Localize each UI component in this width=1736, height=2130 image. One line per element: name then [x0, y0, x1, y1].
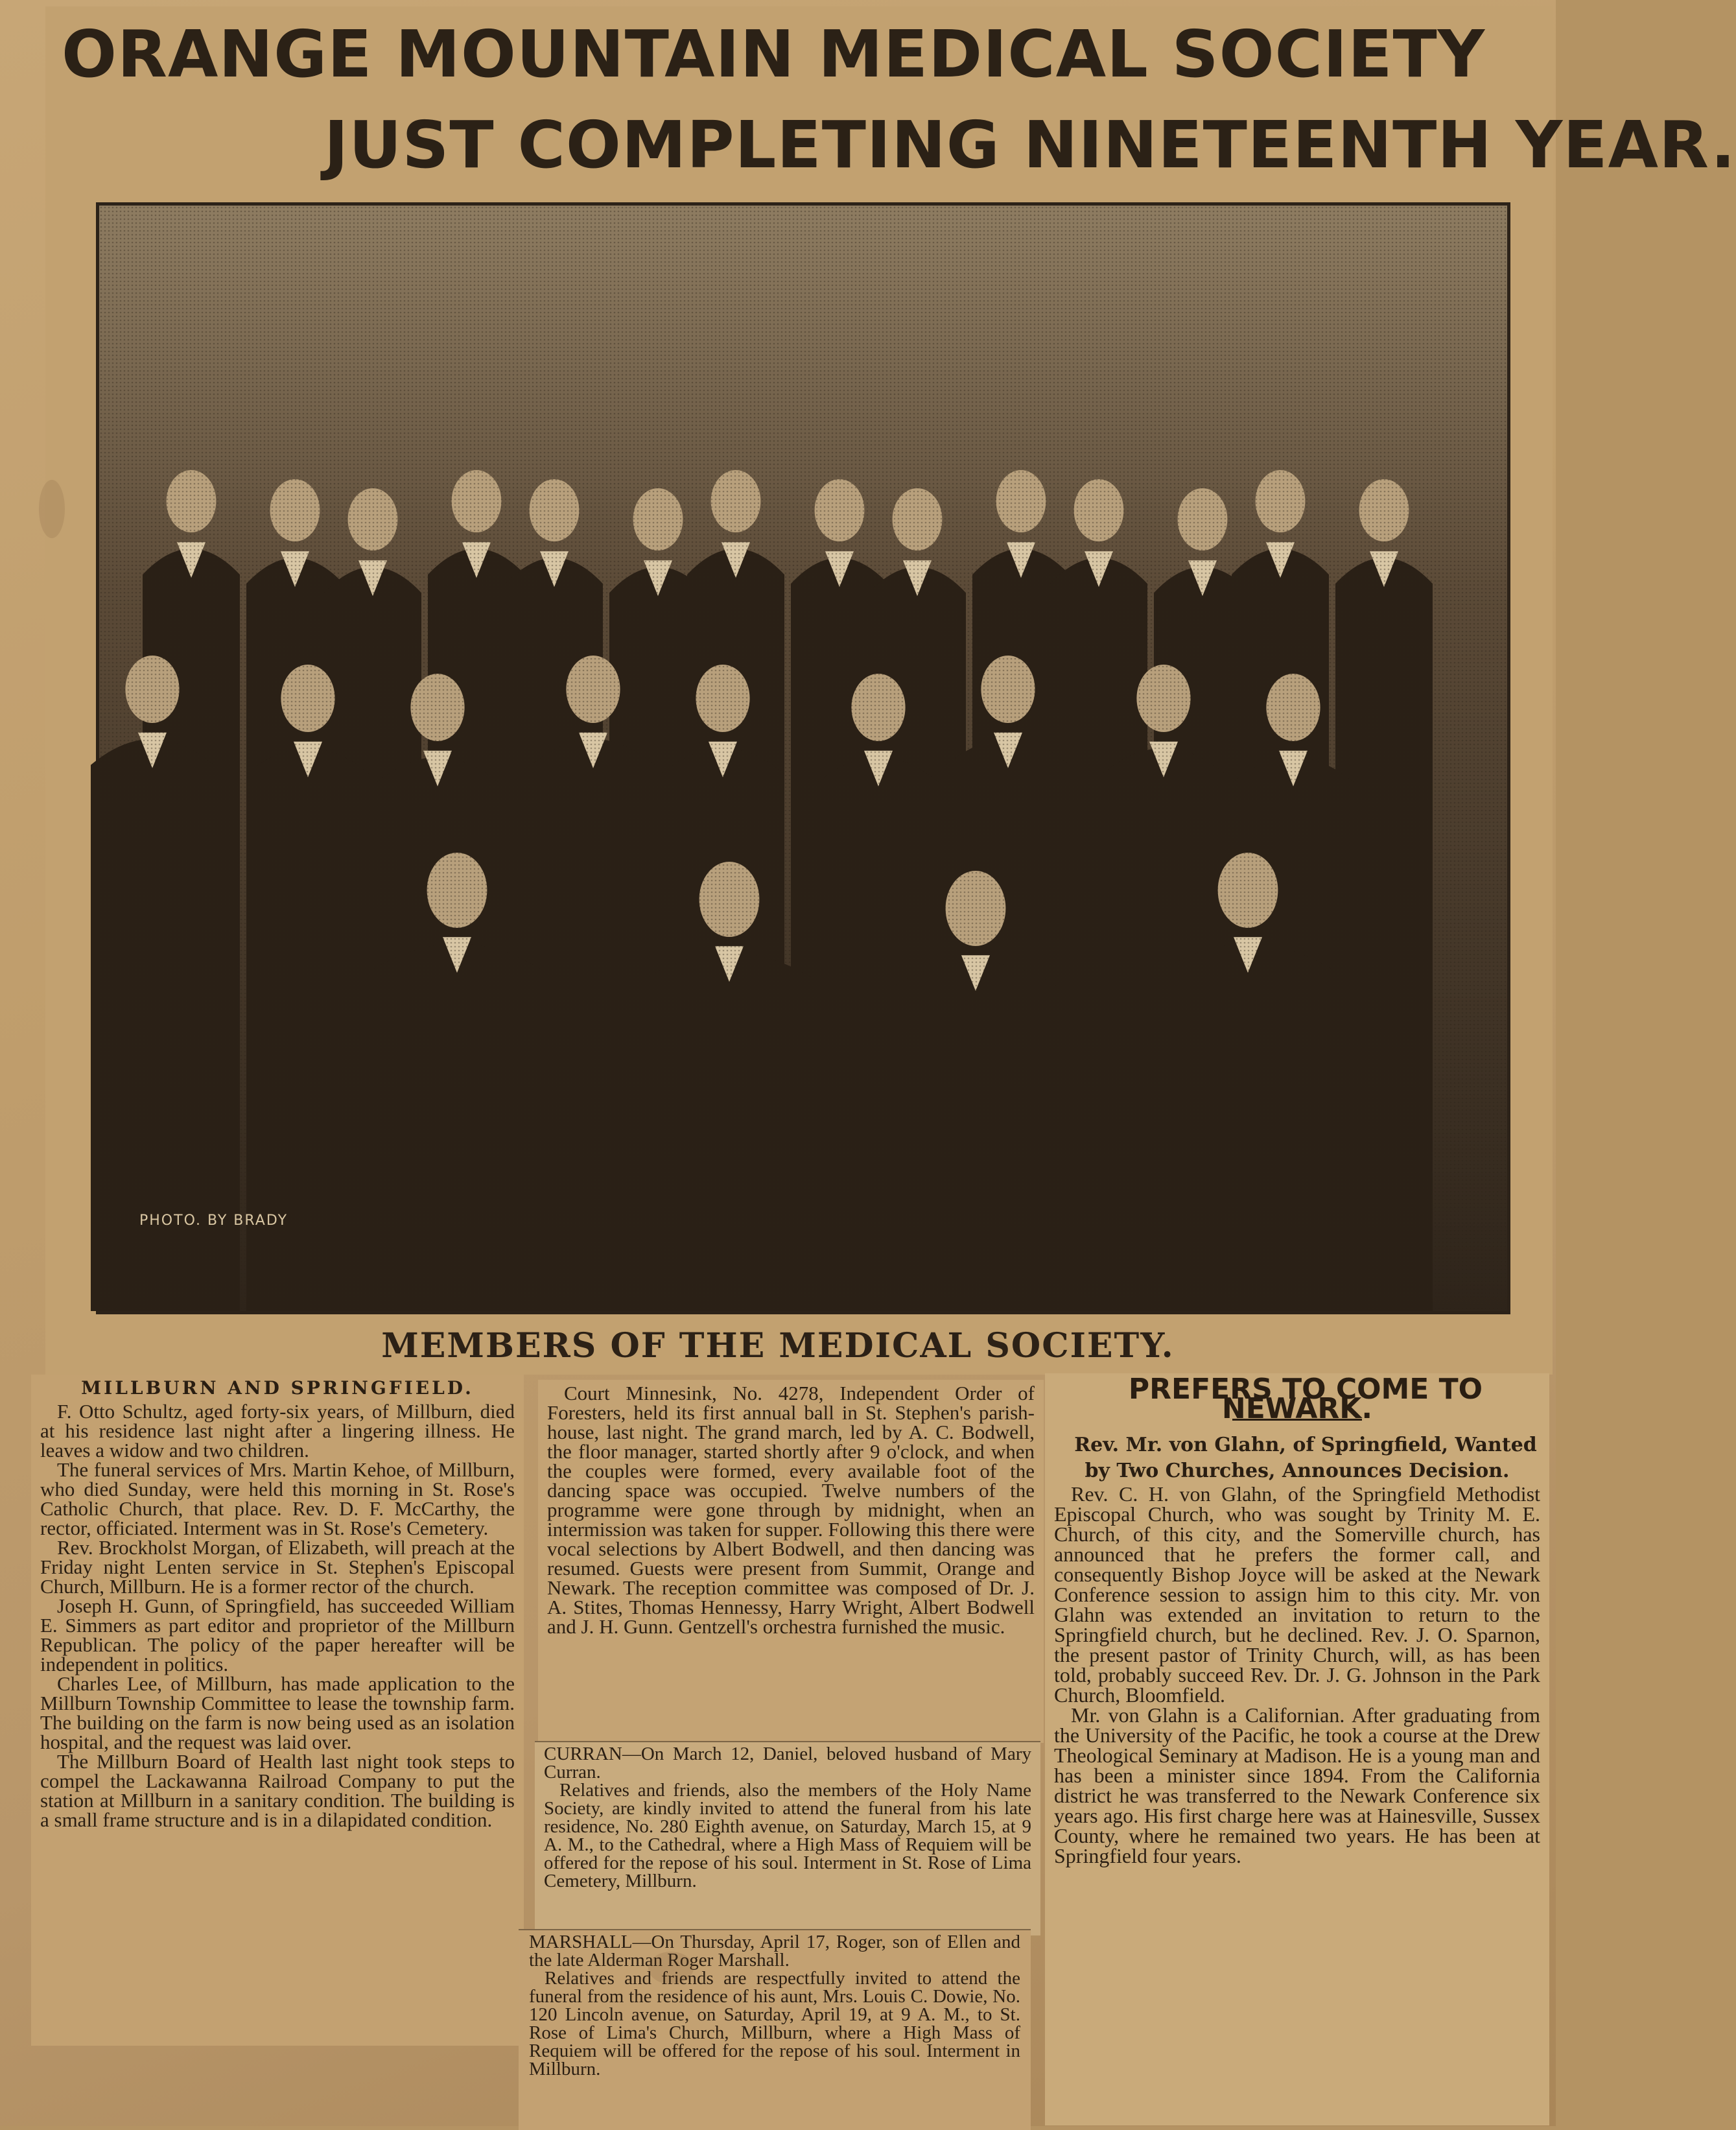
photo-caption: MEMBERS OF THE MEDICAL SOCIETY.	[381, 1326, 1175, 1366]
news-paragraph: Rev. Brockholst Morgan, of Elizabeth, will preach at the Friday night Lenten service in St. Stephen's Episcopal Church, Millburn. He is a former rector of the church.	[40, 1536, 515, 1598]
foresters-ball-column	[538, 1380, 1044, 1743]
headline-line-1: ORANGE MOUNTAIN MEDICAL SOCIETY	[62, 16, 1486, 92]
millburn-springfield-column	[31, 1375, 524, 2046]
notice-body: Relatives and friends are respectfully invited to attend the funeral from the residence of his aunt, Mrs. Louis C. Dowie, No. 120 Lincoln avenue, on Saturday, April 19, at 9 A. M., to St. Rose of Lima's Church, Millburn, where a High Mass of Requiem will be offered for the repose of his soul. Interment in Millburn.	[529, 1968, 1020, 2079]
notice-lead: CURRAN—On March 12, Daniel, beloved husband of Mary Curran.	[544, 1744, 1031, 1782]
article-subheading: Rev. Mr. von Glahn, of Springfield, Wanted by Two Churches, Announces Decision.	[1074, 1434, 1537, 1482]
von-glahn-article	[1045, 1373, 1549, 2125]
column-heading: MILLBURN AND SPRINGFIELD.	[81, 1377, 474, 1399]
photo-halftone	[99, 206, 1507, 1311]
article-heading: PREFERS TO COME TO NEWARK.	[1128, 1373, 1483, 1425]
death-notice-curran	[535, 1741, 1040, 1935]
article-paragraph: Rev. C. H. von Glahn, of the Springfield Methodist Episcopal Church, who was sought by Trinity M. E. Church, of this city, and the Somerville church, has announced that he prefers the former call, and consequently Bishop Joyce will be asked at the Newark Conference session to assign him to this city. Mr. von Glahn was extended an invitation to return to the Springfield church, but he declined. Rev. J. O. Sparnon, the present pastor of Trinity Church, will, as has been told, probably succeed Rev. Dr. J. G. Johnson in the Park Church, Bloomfield.	[1054, 1482, 1540, 1707]
news-paragraph: F. Otto Schultz, aged forty-six years, of Millburn, died at his residence last night after a lingering illness. He leaves a widow and two children.	[40, 1400, 515, 1461]
paper-stain	[39, 480, 65, 538]
news-paragraph: Joseph H. Gunn, of Springfield, has succeeded William E. Simmers as part editor and proprietor of the Millburn Republican. The policy of the paper hereafter will be independent in politics.	[40, 1594, 515, 1675]
photo-credit: PHOTO. BY BRADY	[139, 1213, 288, 1229]
news-paragraph: Charles Lee, of Millburn, has made application to the Millburn Township Committee to lease the township farm. The building on the farm is now being used as an isolation hospital, and the request was laid over.	[40, 1672, 515, 1753]
group-photograph	[96, 202, 1510, 1314]
headline-line-2: JUST COMPLETING NINETEENTH YEAR.	[324, 107, 1736, 183]
death-notice-marshall	[519, 1929, 1031, 2130]
news-paragraph: The funeral services of Mrs. Martin Kehoe, of Millburn, who died Sunday, were held this morning in St. Rose's Catholic Church, that place. Rev. D. F. McCarthy, the rector, officiated. Interment was in St. Rose's Cemetery.	[40, 1458, 515, 1539]
notice-body: Relatives and friends, also the members of the Holy Name Society, are kindly invited to attend the funeral from his late residence, No. 280 Eighth avenue, on Saturday, March 15, at 9 A. M., to the Cathedral, where a High Mass of Requiem will be offered for the repose of his soul. Interment in St. Rose of Lima Cemetery, Millburn.	[544, 1780, 1031, 1891]
article-paragraph: Mr. von Glahn is a Californian. After graduating from the University of the Pacific, he took a course at the Drew Theological Seminary at Madison. He is a young man and has been a minister since 1894. From the California district he was transferred to the Newark Conference six years ago. His first charge here was at Hainesville, Sussex County, where he remained two years. He has been at Springfield four years.	[1054, 1703, 1540, 1867]
paper-stain	[648, 1952, 694, 1984]
notice-lead: MARSHALL—On Thursday, April 17, Roger, son of Ellen and the late Alderman Roger Marshall.	[529, 1932, 1020, 1970]
news-paragraph: Court Minnesink, No. 4278, Independent Order of Foresters, held its first annual ball in St. Stephen's parish-house, last night. The grand march, led by A. C. Bodwell, the floor manager, started shortly after 9 o'clock, and when the couples were formed, every available foot of the dancing space was occupied. Twelve numbers of the programme were gone through by midnight, when an intermission was taken for supper. Following this there were vocal selections by Albert Bodwell, and then dancing was resumed. Guests were present from Summit, Orange and Newark. The reception committee was composed of Dr. J. A. Stites, Thomas Hennessy, Harry Wright, Albert Bodwell and J. H. Gunn. Gentzell's orchestra furnished the music.	[547, 1382, 1035, 1638]
news-paragraph: The Millburn Board of Health last night took steps to compel the Lackawanna Railroad Company to put the station at Millburn in a sanitary condition. The building is a small frame structure and is in a dilapidated condition.	[40, 1750, 515, 1831]
